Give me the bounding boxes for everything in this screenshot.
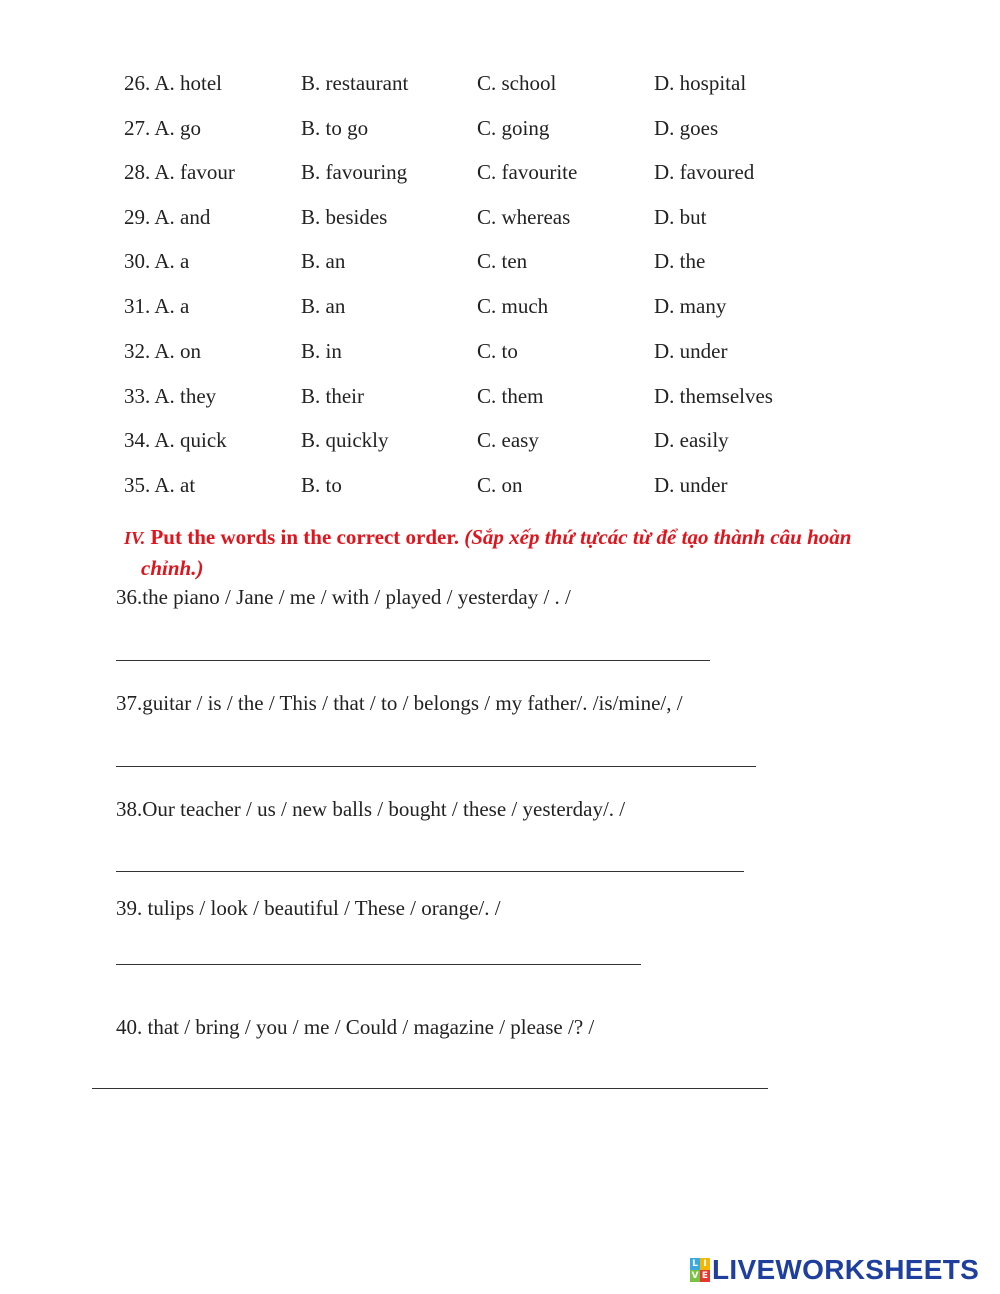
option-c: C. ten bbox=[477, 249, 528, 273]
logo-letter: L bbox=[690, 1258, 700, 1270]
option-a: 31. A. a bbox=[124, 294, 190, 318]
question-39: 39. tulips / look / beautiful / These / orange/. / bbox=[116, 896, 501, 920]
mcq-row bbox=[0, 425, 1000, 455]
section-translation: (Sắp xếp thứ tựcác từ để tạo thành câu hoàn bbox=[464, 525, 852, 549]
mcq-row bbox=[0, 470, 1000, 500]
question-36: 36.the piano / Jane / me / with / played / yesterday / . / bbox=[116, 585, 571, 609]
mcq-row bbox=[0, 157, 1000, 187]
option-a: 28. A. favour bbox=[124, 160, 235, 184]
option-c: C. on bbox=[477, 473, 523, 497]
option-b: B. in bbox=[301, 339, 342, 363]
answer-line-38[interactable] bbox=[116, 871, 744, 872]
option-b: B. favouring bbox=[301, 160, 408, 184]
mcq-row bbox=[0, 202, 1000, 232]
option-d: D. but bbox=[654, 205, 707, 229]
option-b: B. their bbox=[301, 384, 364, 408]
option-c: C. to bbox=[477, 339, 518, 363]
section-iv-heading bbox=[124, 522, 944, 583]
option-b: B. quickly bbox=[301, 428, 389, 452]
option-b: B. restaurant bbox=[301, 71, 409, 95]
option-d: D. themselves bbox=[654, 384, 773, 408]
logo-letter: I bbox=[700, 1258, 710, 1270]
section-translation-cont: chỉnh.) bbox=[141, 556, 204, 580]
option-d: D. under bbox=[654, 339, 728, 363]
logo-letter: V bbox=[691, 1271, 699, 1281]
answer-line-36[interactable] bbox=[116, 660, 710, 661]
option-b: B. an bbox=[301, 294, 346, 318]
option-b: B. an bbox=[301, 249, 346, 273]
option-b: B. besides bbox=[301, 205, 388, 229]
section-instruction: Put the words in the correct order. bbox=[150, 525, 459, 549]
question-37: 37.guitar / is / the / This / that / to / belongs / my father/. /is/mine/, / bbox=[116, 691, 683, 715]
answer-line-37[interactable] bbox=[116, 766, 756, 767]
option-b: B. to bbox=[301, 473, 342, 497]
option-a: 32. A. on bbox=[124, 339, 202, 363]
question-38: 38.Our teacher / us / new balls / bought / these / yesterday/. / bbox=[116, 797, 626, 821]
option-d: D. goes bbox=[654, 116, 719, 140]
option-c: C. easy bbox=[477, 428, 539, 452]
option-a: 33. A. they bbox=[124, 384, 217, 408]
logo-text: LIVEWORKSHEETS bbox=[712, 1254, 980, 1285]
option-c: C. them bbox=[477, 384, 544, 408]
option-d: D. many bbox=[654, 294, 727, 318]
option-d: D. easily bbox=[654, 428, 729, 452]
answer-line-40[interactable] bbox=[92, 1088, 768, 1089]
option-c: C. favourite bbox=[477, 160, 578, 184]
mcq-row bbox=[0, 291, 1000, 321]
answer-line-39[interactable] bbox=[116, 964, 641, 965]
option-c: C. school bbox=[477, 71, 557, 95]
mcq-row bbox=[0, 336, 1000, 366]
logo-letter: E bbox=[701, 1271, 709, 1281]
section-numeral: IV. bbox=[124, 528, 146, 548]
logo-mark-icon bbox=[690, 1258, 710, 1282]
liveworksheets-logo bbox=[690, 1254, 979, 1286]
question-40: 40. that / bring / you / me / Could / magazine / please /? / bbox=[116, 1015, 595, 1039]
mcq-row bbox=[0, 246, 1000, 276]
option-a: 29. A. and bbox=[124, 205, 211, 229]
option-c: C. much bbox=[477, 294, 549, 318]
option-c: C. going bbox=[477, 116, 550, 140]
option-d: D. hospital bbox=[654, 71, 747, 95]
mcq-row bbox=[0, 381, 1000, 411]
option-c: C. whereas bbox=[477, 205, 571, 229]
option-b: B. to go bbox=[301, 116, 369, 140]
option-a: 34. A. quick bbox=[124, 428, 227, 452]
option-a: 26. A. hotel bbox=[124, 71, 222, 95]
option-a: 35. A. at bbox=[124, 473, 196, 497]
option-a: 30. A. a bbox=[124, 249, 190, 273]
option-a: 27. A. go bbox=[124, 116, 202, 140]
option-d: D. the bbox=[654, 249, 706, 273]
option-d: D. under bbox=[654, 473, 728, 497]
mcq-row bbox=[0, 113, 1000, 143]
mcq-row bbox=[0, 68, 1000, 98]
option-d: D. favoured bbox=[654, 160, 755, 184]
